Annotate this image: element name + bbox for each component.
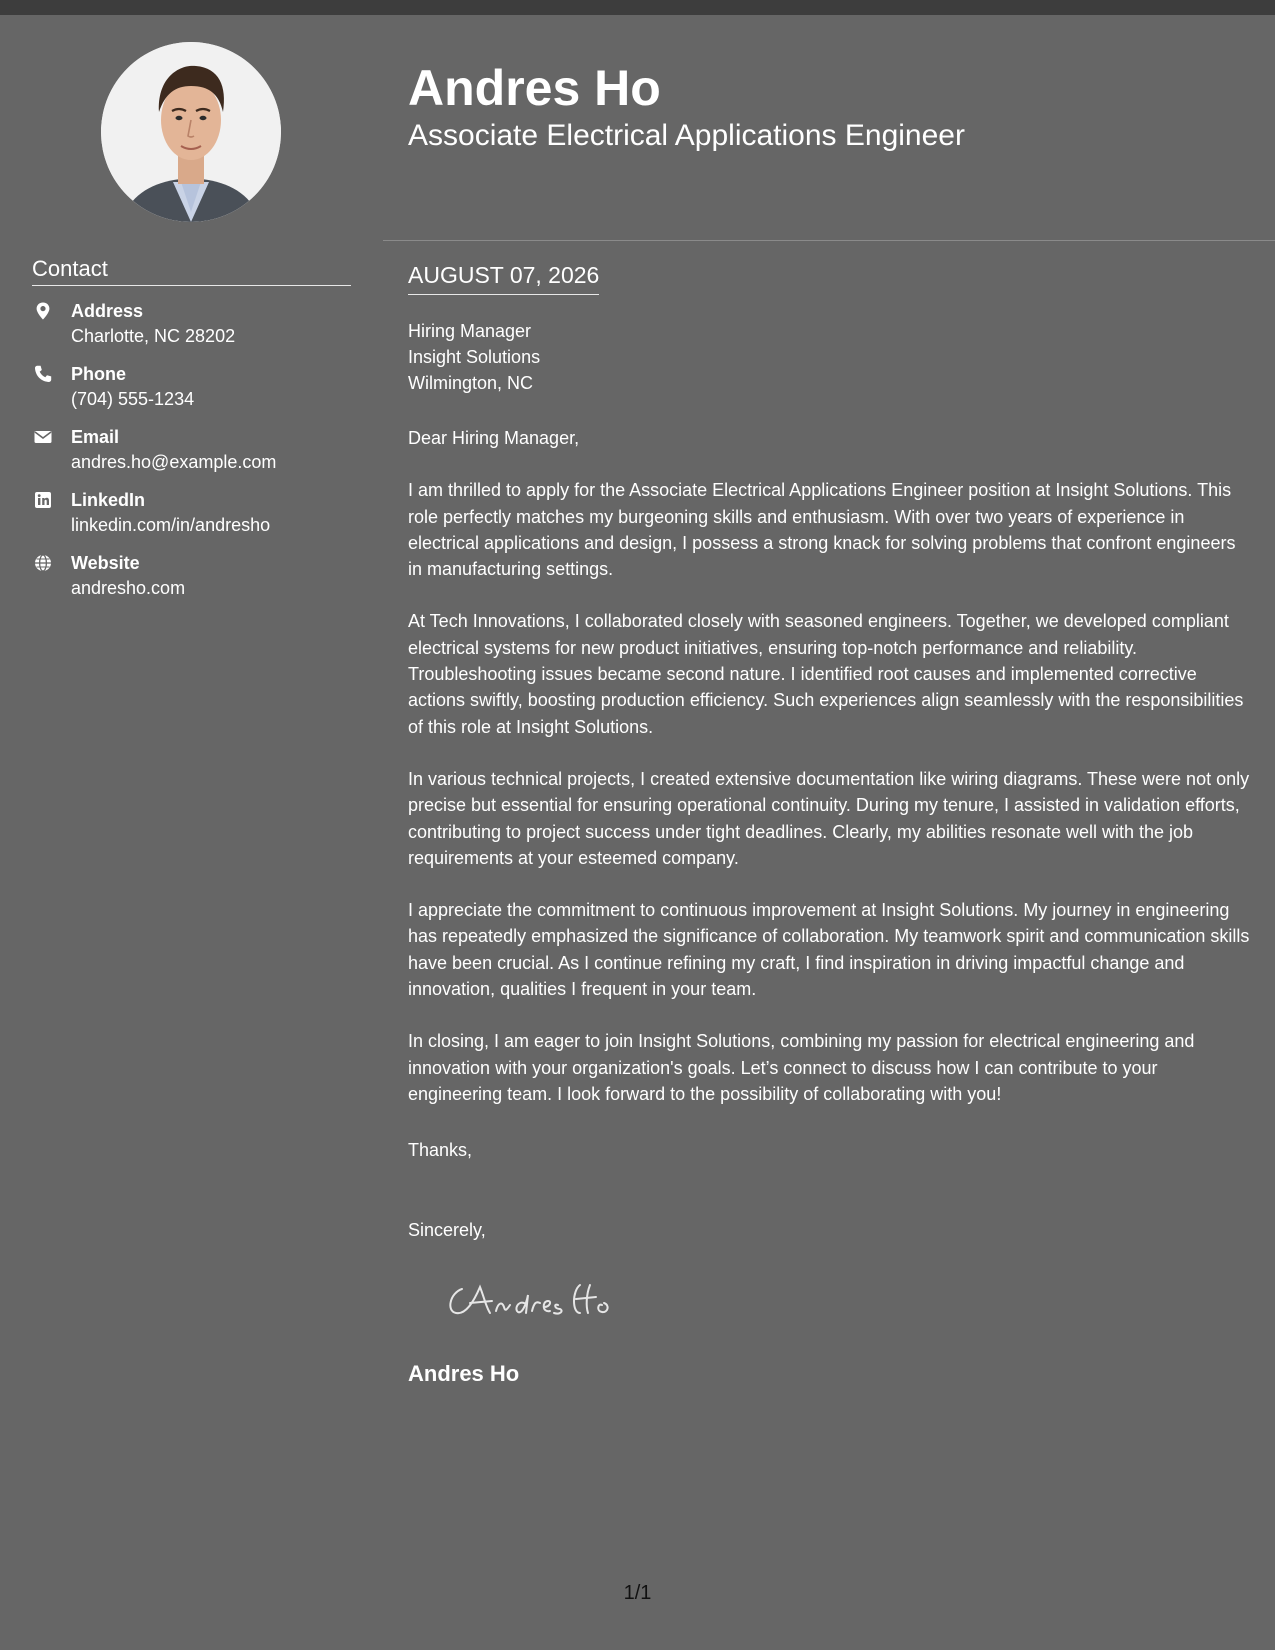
closing-sign-off: Sincerely,	[408, 1220, 486, 1240]
profile-photo	[101, 42, 281, 222]
recipient-line: Insight Solutions	[408, 347, 541, 367]
cover-letter-page	[0, 15, 1275, 1650]
phone-icon	[34, 365, 52, 383]
closing-thanks: Thanks,	[408, 1140, 473, 1160]
contact-list	[32, 298, 362, 613]
signer-name: Andres Ho	[408, 1361, 520, 1386]
contact-label: Address	[71, 301, 144, 321]
contact-label: Website	[71, 553, 140, 573]
contact-linkedin	[32, 487, 362, 550]
contact-heading: Contact	[32, 255, 351, 286]
contact-value: linkedin.com/in/andresho	[71, 515, 271, 535]
contact-label: Phone	[71, 364, 127, 384]
contact-label: LinkedIn	[71, 490, 146, 510]
letter-paragraph: I appreciate the commitment to continuous improvement at Insight Solutions. My journey in engineering has repeatedly emphasized the significance of collaboration. My teamwork spirit and communication skills have been crucial. As I continue refining my craft, I find inspiration in driving impactful change and innovation, qualities I frequent in your team.	[408, 900, 1250, 1000]
header-divider	[383, 240, 1275, 241]
handwritten-signature	[440, 1267, 640, 1327]
candidate-title: Associate Electrical Applications Engineer	[408, 119, 965, 152]
recipient-block	[408, 318, 540, 396]
map-pin-icon	[34, 302, 52, 320]
contact-value: (704) 555-1234	[71, 389, 195, 409]
contact-address	[32, 298, 362, 361]
globe-icon	[34, 554, 52, 572]
page-number: 1/1	[623, 1582, 652, 1604]
contact-phone	[32, 361, 362, 424]
contact-label: Email	[71, 427, 120, 447]
contact-website	[32, 550, 362, 613]
contact-email	[32, 424, 362, 487]
recipient-line: Wilmington, NC	[408, 373, 534, 393]
salutation: Dear Hiring Manager,	[408, 428, 580, 448]
contact-value: andres.ho@example.com	[71, 452, 277, 472]
contact-value: Charlotte, NC 28202	[71, 326, 236, 346]
candidate-name: Andres Ho	[408, 60, 661, 116]
letter-paragraph: In various technical projects, I created extensive documentation like wiring diagrams. These were not only precise but essential for ensuring operational continuity. During my tenure, I assisted in validation efforts, contributing to project success under tight deadlines. Clearly, my abilities resonate well with the job requirements at your esteemed company.	[408, 768, 1250, 868]
letter-paragraph: At Tech Innovations, I collaborated closely with seasoned engineers. Together, we developed compliant electrical systems for new product initiatives, ensuring top-notch performance and reliability. Troubleshooting issues became second nature. I identified root causes and implemented corrective actions swiftly, boosting production efficiency. Such experiences align seamlessly with the responsibilities of this role at Insight Solutions.	[408, 611, 1244, 737]
letter-paragraph: In closing, I am eager to join Insight Solutions, combining my passion for electrical engineering and innovation with your organization's goals. Let’s connect to discuss how I can contribute to your engineering team. I look forward to the possibility of collaborating with you!	[408, 1031, 1195, 1104]
letter-date: AUGUST 07, 2026	[408, 260, 599, 295]
linkedin-icon	[34, 491, 52, 509]
letter-paragraph: I am thrilled to apply for the Associate Electrical Applications Engineer position at Insight Solutions. This role perfectly matches my burgeoning skills and enthusiasm. With over two years of experience in electrical applications and design, I possess a strong knack for solving problems that confront engineers in manufacturing settings.	[408, 480, 1236, 580]
contact-value: andresho.com	[71, 578, 186, 598]
top-bar	[0, 0, 1275, 15]
recipient-line: Hiring Manager	[408, 321, 532, 341]
letter-body	[408, 425, 1253, 1133]
envelope-icon	[34, 428, 52, 446]
